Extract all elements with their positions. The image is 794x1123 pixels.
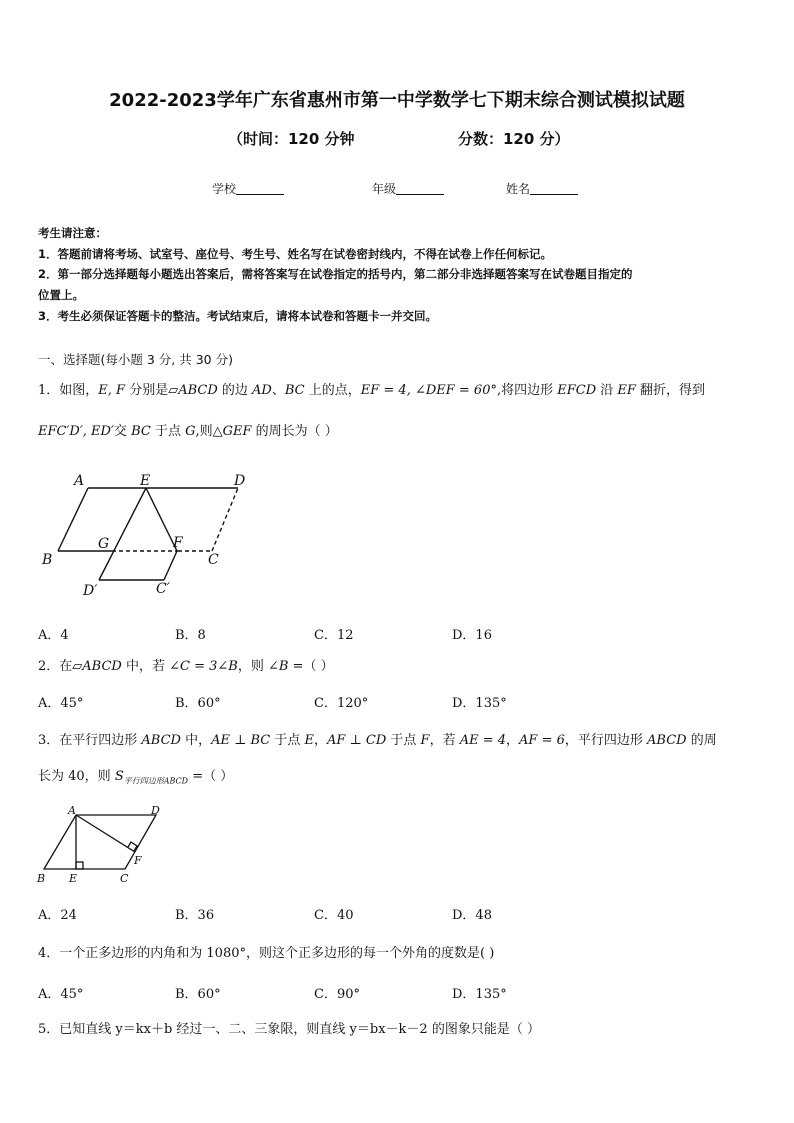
q3-label-A: A bbox=[68, 804, 76, 817]
school-field: 学校 bbox=[212, 180, 284, 197]
q1-label-F: F bbox=[173, 535, 183, 551]
q3-line1: 3．在平行四边形 ABCD 中，AE ⊥ BC 于点 E，AF ⊥ CD 于点 F，若 AE = 4，AF = 6，平行四边形 ABCD 的周 bbox=[38, 733, 717, 748]
q1-option-c: C．12 bbox=[314, 628, 354, 643]
q2-option-b: B．60° bbox=[175, 696, 221, 711]
score-label: 分数：120 分） bbox=[458, 130, 570, 148]
section-title: 一、选择题(每小题 3 分, 共 30 分) bbox=[38, 352, 233, 367]
q2-option-c: C．120° bbox=[314, 696, 369, 711]
q3-option-d: D．48 bbox=[452, 908, 492, 923]
q1-option-a: A．4 bbox=[38, 628, 69, 643]
q3-option-b: B．36 bbox=[175, 908, 215, 923]
q4-option-c: C．90° bbox=[314, 987, 360, 1002]
name-field: 姓名 bbox=[506, 180, 578, 197]
q4-text: 4．一个正多边形的内角和为 1080°，则这个正多边形的每一个外角的度数是( ) bbox=[38, 946, 495, 961]
q4-option-a: A．45° bbox=[38, 987, 84, 1002]
q1-label-A: A bbox=[74, 473, 85, 489]
q3-label-F: F bbox=[134, 854, 142, 867]
notice-heading: 考生请注意： bbox=[38, 226, 107, 240]
q2-option-d: D．135° bbox=[452, 696, 507, 711]
q5-text: 5．已知直线 y＝kx＋b 经过一、二、三象限，则直线 y＝bx－k－2 的图象只能是（ ） bbox=[38, 1022, 540, 1037]
q1-label-D-prime: D′ bbox=[83, 583, 98, 599]
notice-item-1: 1．答题前请将考场、试室号、座位号、考生号、姓名写在试卷密封线内，不得在试卷上作任何标记。 bbox=[38, 247, 552, 261]
q2-text: 2．在▱ABCD 中，若 ∠C = 3∠B，则 ∠B =（ ） bbox=[38, 659, 334, 674]
q2-option-a: A．45° bbox=[38, 696, 84, 711]
q3-option-c: C．40 bbox=[314, 908, 354, 923]
notice-item-3: 3．考生必须保证答题卡的整洁。考试结束后，请将本试卷和答题卡一并交回。 bbox=[38, 309, 437, 323]
q1-label-C-prime: C′ bbox=[156, 581, 170, 597]
q1-label-C: C bbox=[208, 552, 219, 568]
q1-line1: 1．如图，E, F 分别是▱ABCD 的边 AD、BC 上的点，EF = 4, ∠DEF = 60°,将四边形 EFCD 沿 EF 翻折，得到 bbox=[38, 383, 706, 398]
q1-line2: EFC′D′, ED′交 BC 于点 G,则△GEF 的周长为（ ） bbox=[38, 424, 338, 439]
q3-option-a: A．24 bbox=[38, 908, 77, 923]
notice-item-2: 2．第一部分选择题每小题选出答案后，需将答案写在试卷指定的括号内，第二部分非选择题答案写在试卷题目指定的 bbox=[38, 267, 633, 281]
q3-label-D: D bbox=[151, 804, 160, 817]
q3-right-angle-E bbox=[76, 862, 83, 869]
grade-field: 年级 bbox=[372, 180, 444, 197]
q1-line-CD-dashed bbox=[212, 488, 238, 551]
q1-line-AB bbox=[58, 488, 88, 551]
q4-option-b: B．60° bbox=[175, 987, 221, 1002]
q1-label-B: B bbox=[42, 552, 53, 568]
q1-label-E: E bbox=[140, 473, 151, 489]
q3-line-AF bbox=[76, 815, 135, 852]
q1-line-C2F bbox=[164, 551, 177, 580]
q3-label-B: B bbox=[37, 872, 46, 885]
q1-option-b: B．8 bbox=[175, 628, 206, 643]
q1-label-D: D bbox=[234, 473, 246, 489]
q3-label-C: C bbox=[120, 872, 129, 885]
q3-line2: 长为 40，则 $S_{平行四边形ABCD}$ =（ ） bbox=[38, 769, 234, 786]
q1-figure bbox=[30, 468, 270, 603]
time-label: （时间：120 分钟 bbox=[228, 130, 355, 148]
q1-option-d: D．16 bbox=[452, 628, 492, 643]
q1-label-G: G bbox=[98, 536, 110, 552]
q3-label-E: E bbox=[69, 872, 78, 885]
q3-figure bbox=[30, 802, 180, 887]
q1-line-ED2 bbox=[99, 488, 146, 580]
page-title: 2022-2023学年广东省惠州市第一中学数学七下期末综合测试模拟试题 bbox=[109, 90, 685, 111]
notice-item-2-cont: 位置上。 bbox=[38, 288, 84, 302]
q4-option-d: D．135° bbox=[452, 987, 507, 1002]
